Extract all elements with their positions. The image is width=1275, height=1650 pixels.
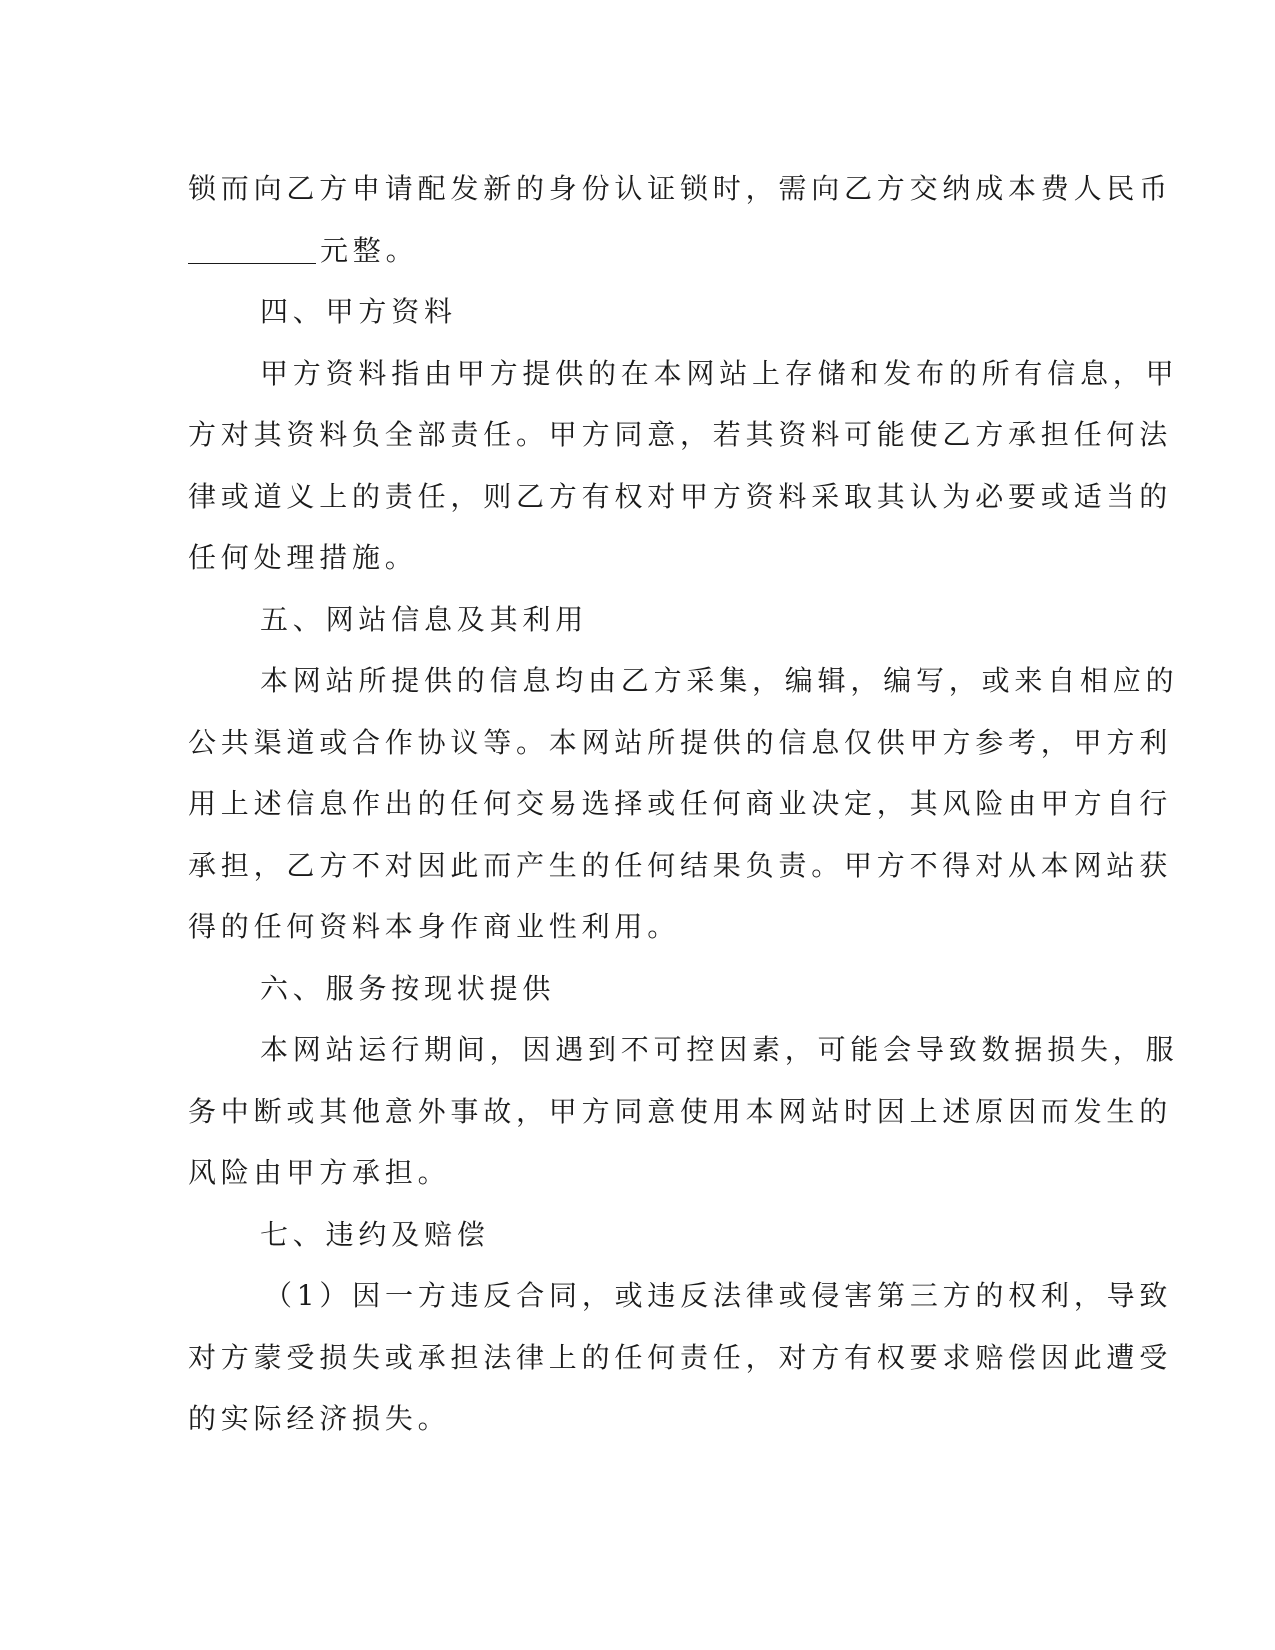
paragraph-line: 本网站运行期间，因遇到不可控因素，可能会导致数据损失，服 — [260, 1033, 1179, 1066]
document-page — [188, 158, 1179, 1450]
section-heading-6: 六、服务按现状提供 — [260, 971, 556, 1005]
paragraph-line — [188, 220, 1068, 282]
paragraph-line: 承担，乙方不对因此而产生的任何结果负责。甲方不得对从本网站获 — [188, 848, 1173, 882]
paragraph-line: 律或道义上的责任，则乙方有权对甲方资料采取其认为必要或适当的 — [188, 479, 1173, 513]
paragraph-line: 锁而向乙方申请配发新的身份认证锁时，需向乙方交纳成本费人民币 — [188, 172, 1173, 205]
section-heading-5: 五、网站信息及其利用 — [260, 602, 589, 636]
paragraph-line: 任何处理措施。 — [188, 541, 418, 574]
paragraph-line: 对方蒙受损失或承担法律上的任何责任，对方有权要求赔偿因此遭受 — [188, 1340, 1173, 1374]
paragraph-line: （1）因一方违反合同，或违反法律或侵害第三方的权利，导致 — [264, 1279, 1173, 1312]
paragraph-line: 用上述信息作出的任何交易选择或任何商业决定，其风险由甲方自行 — [188, 787, 1173, 820]
paragraph-line: 务中断或其他意外事故，甲方同意使用本网站时因上述原因而发生的 — [188, 1094, 1173, 1128]
paragraph-line: 的实际经济损失。 — [188, 1402, 451, 1435]
paragraph-line: 本网站所提供的信息均由乙方采集，编辑，编写，或来自相应的 — [260, 664, 1179, 697]
amount-suffix: 元整。 — [320, 233, 419, 267]
paragraph-line: 风险由甲方承担。 — [188, 1156, 451, 1189]
section-heading-7: 七、违约及赔偿 — [260, 1217, 490, 1251]
paragraph-line: 甲方资料指由甲方提供的在本网站上存储和发布的所有信息，甲 — [260, 356, 1179, 390]
paragraph-line: 公共渠道或合作协议等。本网站所提供的信息仅供甲方参考，甲方利 — [188, 725, 1173, 759]
amount-blank — [188, 233, 316, 264]
paragraph-line: 得的任何资料本身作商业性利用。 — [188, 910, 681, 943]
paragraph-line: 方对其资料负全部责任。甲方同意，若其资料可能使乙方承担任何法 — [188, 418, 1173, 451]
section-heading-4: 四、甲方资料 — [260, 295, 457, 328]
